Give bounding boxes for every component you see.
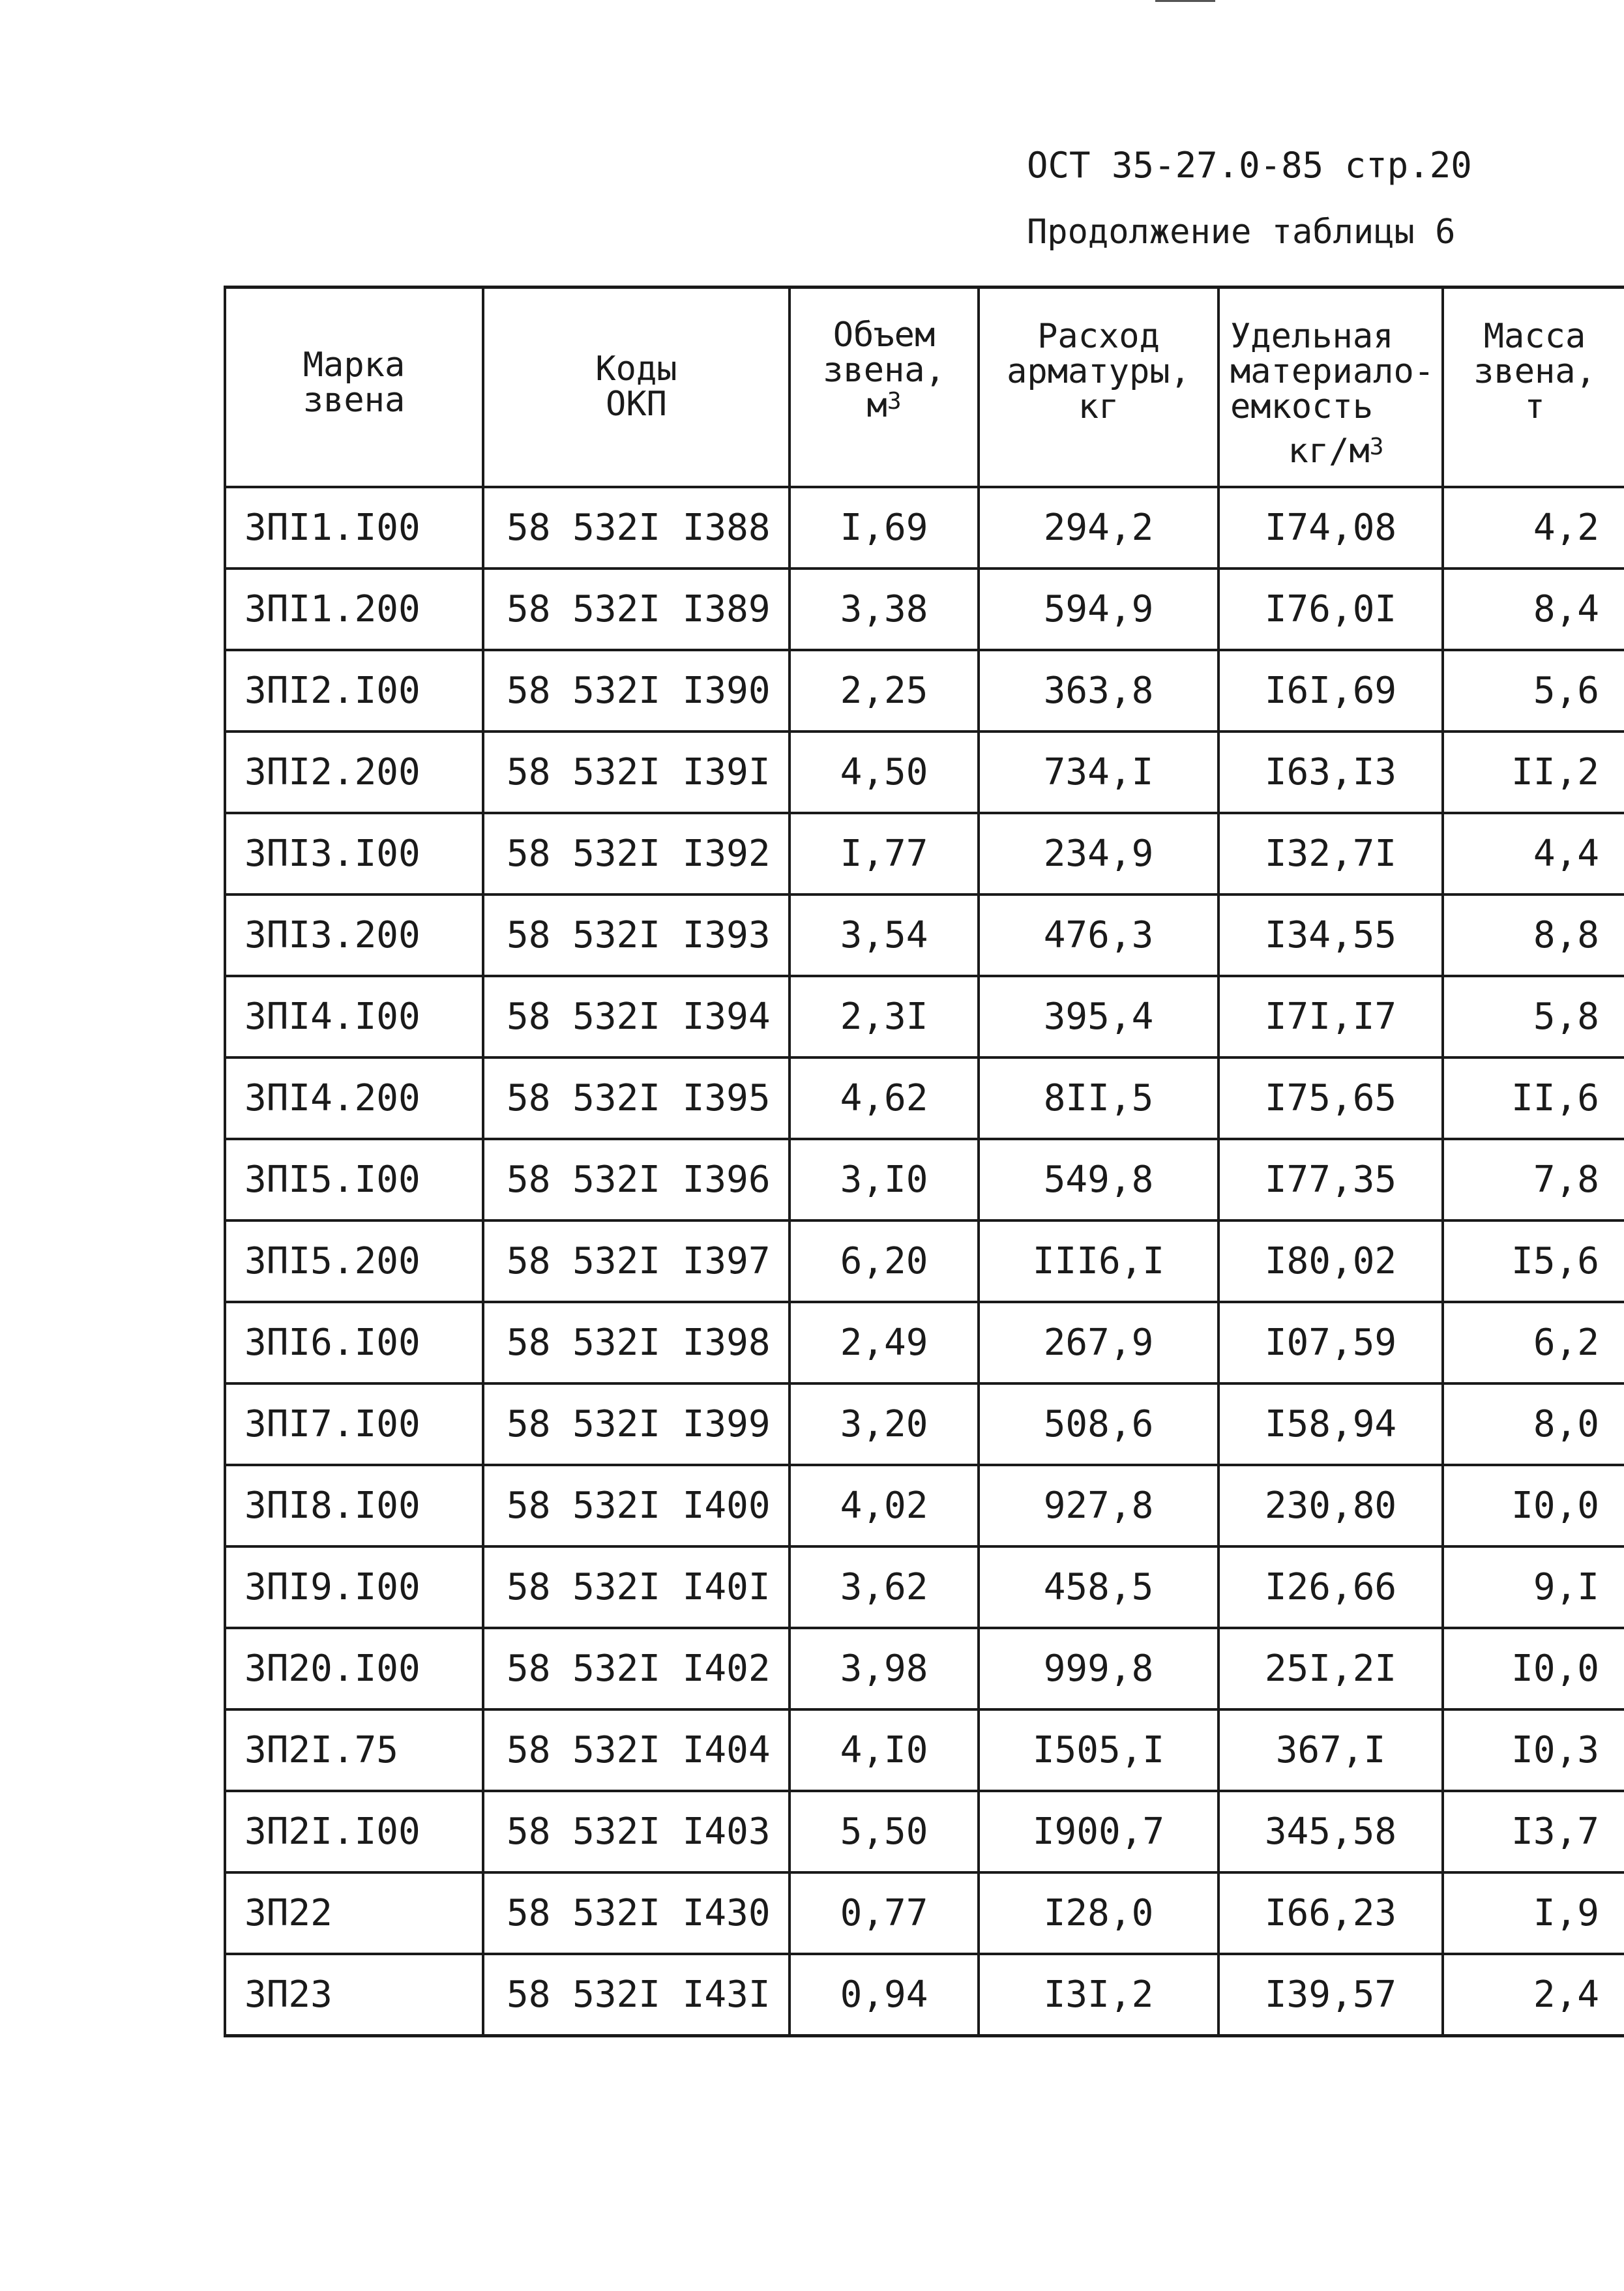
cell-code: 58 532I I392 xyxy=(483,813,790,894)
cell-code: 58 532I I393 xyxy=(483,894,790,976)
header-rebar xyxy=(979,288,1218,488)
cell-code: 58 532I I400 xyxy=(483,1465,790,1546)
table-row xyxy=(225,1872,1624,1954)
header-mass-line2: звена, xyxy=(1473,352,1596,391)
cell-mass: 5,8 xyxy=(1443,976,1624,1057)
table-row xyxy=(225,1791,1624,1872)
cell-mark: ЗП2I.75 xyxy=(225,1709,483,1791)
cell-mass: I3,7 xyxy=(1443,1791,1624,1872)
header-specific-line3: емкость xyxy=(1230,387,1374,426)
cell-mark: ЗПI2.200 xyxy=(225,732,483,813)
header-specific-unit-exp: 3 xyxy=(1369,434,1384,460)
cell-mark: ЗП20.I00 xyxy=(225,1628,483,1709)
table-row xyxy=(225,1954,1624,2036)
cell-volume: 5,50 xyxy=(790,1791,979,1872)
header-mark-line2: звена xyxy=(303,381,406,420)
cell-volume: 3,38 xyxy=(790,569,979,650)
cell-mass: I0,0 xyxy=(1443,1628,1624,1709)
table-row xyxy=(225,813,1624,894)
cell-volume: 3,98 xyxy=(790,1628,979,1709)
table-row xyxy=(225,569,1624,650)
cell-rebar: I3I,2 xyxy=(979,1954,1218,2036)
cell-specific: 25I,2I xyxy=(1218,1628,1443,1709)
cell-mass: 6,2 xyxy=(1443,1302,1624,1383)
cell-mass: I5,6 xyxy=(1443,1220,1624,1302)
header-specific xyxy=(1218,288,1443,488)
cell-code: 58 532I I39I xyxy=(483,732,790,813)
header-mark xyxy=(225,288,483,488)
cell-mass: 8,8 xyxy=(1443,894,1624,976)
cell-code: 58 532I I404 xyxy=(483,1709,790,1791)
cell-specific: I74,08 xyxy=(1218,487,1443,569)
cell-specific: I07,59 xyxy=(1218,1302,1443,1383)
cell-rebar: 549,8 xyxy=(979,1139,1218,1220)
header-rebar-line2: арматуры, xyxy=(1007,352,1190,391)
cell-mark: ЗП23 xyxy=(225,1954,483,2036)
cell-mark: ЗПI1.200 xyxy=(225,569,483,650)
header-volume-line2: звена, xyxy=(823,351,945,390)
top-edge-mark xyxy=(1155,0,1215,2)
header-specific-line1: Удельная xyxy=(1230,317,1394,356)
cell-rebar: 999,8 xyxy=(979,1628,1218,1709)
header-specific-line2: материало- xyxy=(1230,352,1435,391)
cell-mark: ЗП22 xyxy=(225,1872,483,1954)
header-codes-line1: Коды xyxy=(595,349,677,389)
table-row xyxy=(225,1383,1624,1465)
cell-code: 58 532I I43I xyxy=(483,1954,790,2036)
cell-specific: I34,55 xyxy=(1218,894,1443,976)
cell-volume: 6,20 xyxy=(790,1220,979,1302)
cell-mark: ЗПI2.I00 xyxy=(225,650,483,732)
cell-volume: 4,I0 xyxy=(790,1709,979,1791)
cell-rebar: 234,9 xyxy=(979,813,1218,894)
cell-rebar: 395,4 xyxy=(979,976,1218,1057)
cell-specific: I58,94 xyxy=(1218,1383,1443,1465)
cell-mark: ЗПI5.I00 xyxy=(225,1139,483,1220)
cell-mass: I0,0 xyxy=(1443,1465,1624,1546)
cell-rebar: 458,5 xyxy=(979,1546,1218,1628)
cell-rebar: 267,9 xyxy=(979,1302,1218,1383)
cell-mark: ЗПI4.200 xyxy=(225,1057,483,1139)
cell-mass: 9,I xyxy=(1443,1546,1624,1628)
cell-code: 58 532I I40I xyxy=(483,1546,790,1628)
cell-mass: 4,2 xyxy=(1443,487,1624,569)
cell-mark: ЗПI1.I00 xyxy=(225,487,483,569)
table-row xyxy=(225,1465,1624,1546)
header-rebar-line1: Расход xyxy=(1037,317,1160,356)
header-codes xyxy=(483,288,790,488)
table-row xyxy=(225,1057,1624,1139)
cell-volume: 0,77 xyxy=(790,1872,979,1954)
cell-specific: I76,0I xyxy=(1218,569,1443,650)
table-row xyxy=(225,1302,1624,1383)
cell-volume: 3,I0 xyxy=(790,1139,979,1220)
cell-volume: 4,62 xyxy=(790,1057,979,1139)
header-specific-unit-base: кг/м xyxy=(1288,432,1370,471)
table-row xyxy=(225,976,1624,1057)
cell-code: 58 532I I402 xyxy=(483,1628,790,1709)
header-codes-line2: ОКП xyxy=(606,385,667,424)
document-code: ОСТ 35-27.0-85 стр.20 xyxy=(1027,145,1472,186)
header-specific-unit xyxy=(1230,434,1441,469)
cell-mark: ЗП2I.I00 xyxy=(225,1791,483,1872)
cell-rebar: III6,I xyxy=(979,1220,1218,1302)
table-row xyxy=(225,1709,1624,1791)
cell-code: 58 532I I430 xyxy=(483,1872,790,1954)
cell-volume: 2,25 xyxy=(790,650,979,732)
cell-rebar: 508,6 xyxy=(979,1383,1218,1465)
table-header-row xyxy=(225,288,1624,488)
cell-volume: 0,94 xyxy=(790,1954,979,2036)
cell-specific: I77,35 xyxy=(1218,1139,1443,1220)
cell-code: 58 532I I389 xyxy=(483,569,790,650)
cell-mark: ЗПI3.200 xyxy=(225,894,483,976)
cell-rebar: 734,I xyxy=(979,732,1218,813)
cell-specific: I39,57 xyxy=(1218,1954,1443,2036)
cell-mark: ЗПI6.I00 xyxy=(225,1302,483,1383)
cell-mark: ЗПI5.200 xyxy=(225,1220,483,1302)
cell-mark: ЗПI7.I00 xyxy=(225,1383,483,1465)
table-row xyxy=(225,1139,1624,1220)
cell-mass: II,6 xyxy=(1443,1057,1624,1139)
header-volume-unit-base: м xyxy=(866,386,887,425)
cell-rebar: 363,8 xyxy=(979,650,1218,732)
cell-mass: 5,6 xyxy=(1443,650,1624,732)
table-row xyxy=(225,894,1624,976)
cell-mass: I,9 xyxy=(1443,1872,1624,1954)
table-body xyxy=(225,487,1624,2036)
cell-specific: 367,I xyxy=(1218,1709,1443,1791)
cell-mass: II,2 xyxy=(1443,732,1624,813)
cell-rebar: 594,9 xyxy=(979,569,1218,650)
cell-code: 58 532I I403 xyxy=(483,1791,790,1872)
header-mass-line1: Масса xyxy=(1483,317,1586,356)
cell-code: 58 532I I390 xyxy=(483,650,790,732)
cell-mark: ЗПI8.I00 xyxy=(225,1465,483,1546)
table-row xyxy=(225,487,1624,569)
table-row xyxy=(225,732,1624,813)
cell-specific: I7I,I7 xyxy=(1218,976,1443,1057)
cell-mass: 4,4 xyxy=(1443,813,1624,894)
cell-specific: 345,58 xyxy=(1218,1791,1443,1872)
header-volume-unit-exp: 3 xyxy=(887,388,902,415)
cell-mark: ЗПI4.I00 xyxy=(225,976,483,1057)
cell-specific: I63,I3 xyxy=(1218,732,1443,813)
table-row xyxy=(225,650,1624,732)
table-row xyxy=(225,1220,1624,1302)
header-mark-line1: Марка xyxy=(303,346,406,385)
cell-code: 58 532I I398 xyxy=(483,1302,790,1383)
cell-specific: I6I,69 xyxy=(1218,650,1443,732)
cell-rebar: I505,I xyxy=(979,1709,1218,1791)
cell-volume: 2,49 xyxy=(790,1302,979,1383)
cell-mark: ЗПI3.I00 xyxy=(225,813,483,894)
cell-specific: I26,66 xyxy=(1218,1546,1443,1628)
cell-volume: 4,50 xyxy=(790,732,979,813)
table-caption: Продолжение таблицы 6 xyxy=(1027,213,1456,252)
header-volume-line1: Объем xyxy=(833,316,936,355)
cell-mark: ЗПI9.I00 xyxy=(225,1546,483,1628)
cell-rebar: I28,0 xyxy=(979,1872,1218,1954)
cell-rebar: 476,3 xyxy=(979,894,1218,976)
cell-code: 58 532I I388 xyxy=(483,487,790,569)
cell-mass: I0,3 xyxy=(1443,1709,1624,1791)
specification-table xyxy=(224,286,1624,2037)
cell-volume: 3,62 xyxy=(790,1546,979,1628)
cell-code: 58 532I I399 xyxy=(483,1383,790,1465)
header-volume xyxy=(790,288,979,488)
cell-mass: 8,4 xyxy=(1443,569,1624,650)
header-rebar-line3: кг xyxy=(1078,387,1119,426)
cell-volume: 3,20 xyxy=(790,1383,979,1465)
table-row xyxy=(225,1546,1624,1628)
header-mass-line3: т xyxy=(1524,387,1545,426)
cell-specific: I75,65 xyxy=(1218,1057,1443,1139)
cell-rebar: I900,7 xyxy=(979,1791,1218,1872)
cell-code: 58 532I I395 xyxy=(483,1057,790,1139)
cell-mass: 2,4 xyxy=(1443,1954,1624,2036)
cell-volume: 3,54 xyxy=(790,894,979,976)
cell-specific: I32,7I xyxy=(1218,813,1443,894)
cell-volume: I,77 xyxy=(790,813,979,894)
cell-mass: 8,0 xyxy=(1443,1383,1624,1465)
cell-code: 58 532I I397 xyxy=(483,1220,790,1302)
header-mass xyxy=(1443,288,1624,488)
cell-volume: 4,02 xyxy=(790,1465,979,1546)
cell-specific: 230,80 xyxy=(1218,1465,1443,1546)
cell-rebar: 8II,5 xyxy=(979,1057,1218,1139)
cell-code: 58 532I I394 xyxy=(483,976,790,1057)
cell-specific: I80,02 xyxy=(1218,1220,1443,1302)
cell-rebar: 294,2 xyxy=(979,487,1218,569)
cell-specific: I66,23 xyxy=(1218,1872,1443,1954)
header-volume-unit xyxy=(791,388,977,423)
cell-rebar: 927,8 xyxy=(979,1465,1218,1546)
cell-volume: 2,3I xyxy=(790,976,979,1057)
cell-code: 58 532I I396 xyxy=(483,1139,790,1220)
table-row xyxy=(225,1628,1624,1709)
cell-volume: I,69 xyxy=(790,487,979,569)
cell-mass: 7,8 xyxy=(1443,1139,1624,1220)
